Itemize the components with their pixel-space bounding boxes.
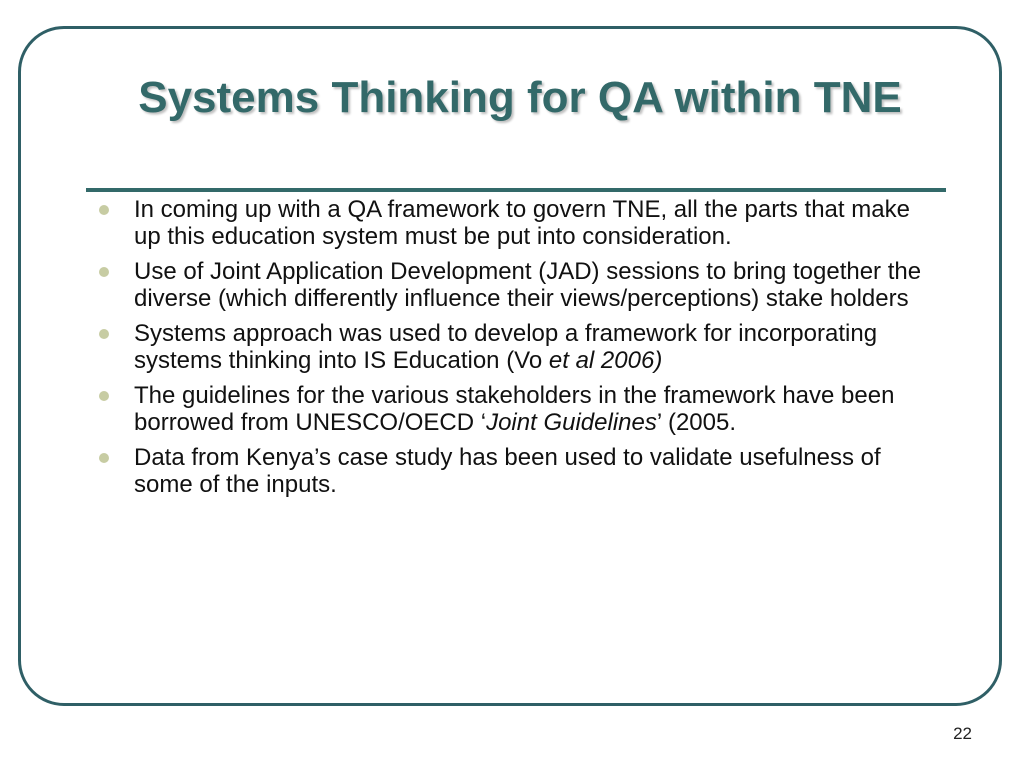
bullet-dot-icon [99,329,109,339]
bullet-dot-icon [99,267,109,277]
bullet-item [96,444,936,498]
bullet-text-end: ’ (2005. [656,409,737,436]
citation-italic: et al 2006) [548,347,663,374]
bullet-item [96,382,936,436]
bullet-list [96,196,936,506]
bullet-item [96,196,936,250]
bullet-dot-icon [99,205,109,215]
bullet-dot-icon [99,453,109,463]
bullet-dot-icon [99,391,109,401]
bullet-text: Use of Joint Application Development (JAD) sessions to bring together the diverse (which differently influence their views/perceptions) stake holders [134,258,922,312]
bullet-text: Systems approach was used to develop a framework for incorporating systems thinking into IS Education (Vo [134,320,878,374]
title-divider [86,188,946,192]
document-title-italic: Joint Guidelines [486,409,657,436]
page-number: 22 [953,724,972,743]
bullet-item [96,258,936,312]
bullet-text: The guidelines for the various stakeholders in the framework have been borrowed from UNESCO/OECD ‘ [134,382,895,436]
bullet-item [96,320,936,374]
slide-title: Systems Thinking for QA within TNE [138,73,902,122]
bullet-text: Data from Kenya’s case study has been used to validate usefulness of some of the inputs. [134,444,881,498]
bullet-text: In coming up with a QA framework to govern TNE, all the parts that make up this education system must be put into consideration. [134,196,910,250]
